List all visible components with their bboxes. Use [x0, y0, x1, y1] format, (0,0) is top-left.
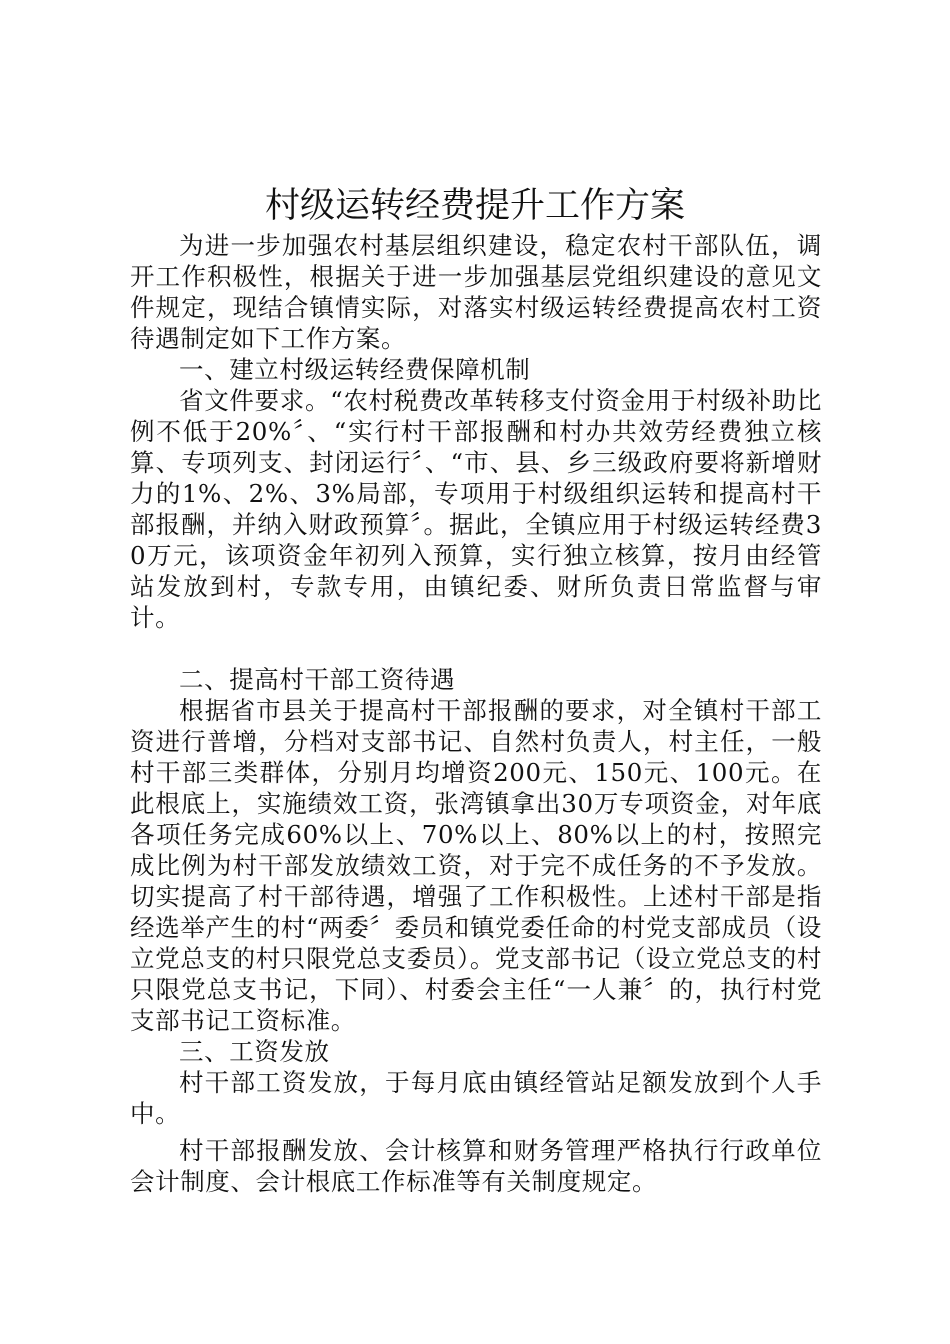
intro-paragraph: 为进一步加强农村基层组织建设，稳定农村干部队伍，调开工作积极性，根据关于进一步加强基层党组织建设的意见文件规定，现结合镇情实际，对落实村级运转经费提高农村工资待遇制定如下工作方案。: [130, 231, 822, 353]
section-2-paragraph: 根据省市县关于提高村干部报酬的要求，对全镇村干部工资进行普增，分档对支部书记、自然村负责人，村主任，一般村干部三类群体，分别月均增资200元、150元、100元。在此根底上，实施绩效工资，张湾镇拿出30万专项资金，对年底各项任务完成60%以上、70%以上、80%以上的村，按照完成比例为村干部发放绩效工资，对于完不成任务的不予发放。切实提高了村干部待遇，增强了工作积极性。上述村干部是指经选举产生的村“两委〞委员和镇党委任命的村党支部成员（设立党总支的村只限党总支委员）。党支部书记（设立党总支的村只限党总支书记，下同）、村委会主任“一人兼〞的，执行村党支部书记工资标准。: [130, 696, 822, 1035]
document-title: 村级运转经费提升工作方案: [264, 186, 685, 226]
section-1-paragraph: 省文件要求。“农村税费改革转移支付资金用于村级补助比例不低于20%〞、“实行村干部报酬和村办共效劳经费独立核算、专项列支、封闭运行〞、“市、县、乡三级政府要将新增财力的1%、2%、3%局部，专项用于村级组织运转和提高村干部报酬，并纳入财政预算〞。据此，全镇应用于村级运转经费30万元，该项资金年初列入预算，实行独立核算，按月由经管站发放到村，专款专用，由镇纪委、财所负责日常监督与审计。: [130, 386, 822, 632]
section-3-paragraph-2: 村干部报酬发放、会计核算和财务管理严格执行行政单位会计制度、会计根底工作标准等有关制度规定。: [130, 1136, 822, 1196]
section-1-heading: 一、建立村级运转经费保障机制: [179, 355, 531, 384]
section-2-heading: 二、提高村干部工资待遇: [179, 665, 456, 694]
section-3-heading: 三、工资发放: [179, 1037, 330, 1066]
section-3-paragraph-1: 村干部工资发放，于每月底由镇经管站足额发放到个人手中。: [130, 1068, 822, 1128]
document-body: [130, 230, 822, 1197]
